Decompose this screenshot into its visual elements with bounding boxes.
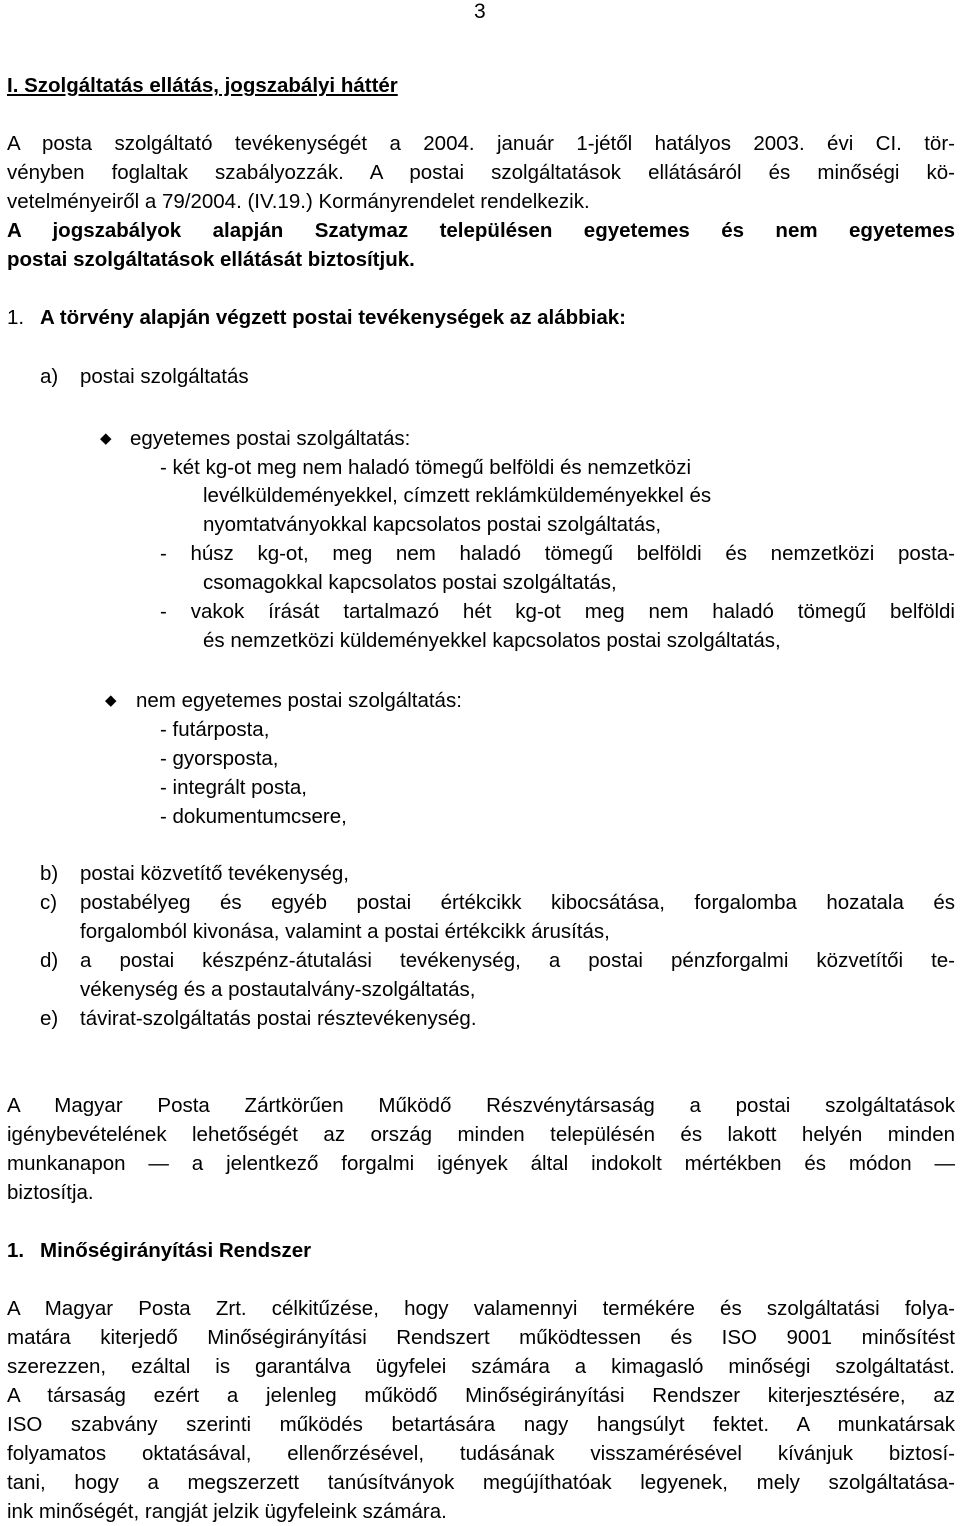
universal-line-6: - vakok írását tartalmazó hét kg-ot meg nem haladó tömegű belföldi <box>160 600 955 623</box>
intro-line-3: vetelményeiről a 79/2004. (IV.19.) Kormányrendelet rendelkezik. <box>7 190 590 213</box>
posta-line-4: biztosítja. <box>7 1181 94 1204</box>
section-heading: I. Szolgáltatás ellátás, jogszabályi háttér <box>7 74 398 97</box>
page-number: 3 <box>474 0 486 23</box>
non-universal-item-2: - gyorsposta, <box>160 747 279 770</box>
posta-line-3: munkanapon — a jelentkező forgalmi igények által indokolt mértékben és módon — <box>7 1152 955 1175</box>
section-title: A törvény alapján végzett postai tevékenységek az alábbiak: <box>40 306 627 329</box>
universal-line-1: - két kg-ot meg nem haladó tömegű belföldi és nemzetközi <box>160 456 691 479</box>
item-text-c-1: postabélyeg és egyéb postai értékcikk kibocsátása, forgalomba hozatala és <box>80 891 955 914</box>
item-text-e-1: távirat-szolgáltatás postai résztevékenység. <box>80 1007 477 1030</box>
universal-line-3: nyomtatványokkal kapcsolatos postai szolgáltatás, <box>203 513 662 536</box>
item-text-d-1: a postai készpénz-átutalási tevékenység, a postai pénzforgalmi közvetítői te- <box>80 949 955 972</box>
quality-line-1: A Magyar Posta Zrt. célkitűzése, hogy valamennyi termékére és szolgáltatási folya- <box>7 1297 955 1320</box>
item-text-c-2: forgalomból kivonása, valamint a postai értékcikk árusítás, <box>80 920 610 943</box>
item-letter-b: b) <box>40 862 59 885</box>
posta-line-1: A Magyar Posta Zártkörűen Működő Részvénytársaság a postai szolgáltatások <box>7 1094 955 1117</box>
quality-line-3: szerezzen, ezáltal is garantálva ügyfelei számára a kimagasló minőségi szolgáltatást. <box>7 1355 955 1378</box>
section-number: 1. <box>7 306 25 329</box>
quality-line-4: A társaság ezért a jelenleg működő Minőségirányítási Rendszer kiterjesztésére, az <box>7 1384 955 1407</box>
item-letter-d: d) <box>40 949 59 972</box>
quality-line-5: ISO szabvány szerinti működés betartására nagy hangsúlyt fektet. A munkatársak <box>7 1413 955 1436</box>
universal-line-2: levélküldeményekkel, címzett reklámküldeményekkel és <box>203 484 712 507</box>
item-letter-a: a) <box>40 365 59 388</box>
diamond-bullet-icon: ◆ <box>105 692 117 709</box>
universal-line-4: - húsz kg-ot, meg nem haladó tömegű belföldi és nemzetközi posta- <box>160 542 955 565</box>
universal-line-7: és nemzetközi küldeményekkel kapcsolatos postai szolgáltatás, <box>203 629 781 652</box>
posta-line-2: igénybevételének lehetőségét az ország minden településén és lakott helyén minden <box>7 1123 955 1146</box>
item-text-a: postai szolgáltatás <box>80 365 249 388</box>
diamond-bullet-icon: ◆ <box>100 430 112 447</box>
universal-line-5: csomagokkal kapcsolatos postai szolgáltatás, <box>203 571 617 594</box>
bold-line-2: postai szolgáltatások ellátását biztosítjuk. <box>7 248 415 271</box>
non-universal-item-1: - futárposta, <box>160 718 270 741</box>
quality-line-7: tani, hogy a megszerzett tanúsítványok megújíthatóak legyenek, mely szolgáltatása- <box>7 1471 955 1494</box>
non-universal-title: nem egyetemes postai szolgáltatás: <box>136 689 462 712</box>
item-letter-e: e) <box>40 1007 59 1030</box>
intro-line-2: vényben foglaltak szabályozzák. A postai szolgáltatások ellátásáról és minőségi kö- <box>7 161 955 184</box>
quality-line-8: ink minőségét, rangját jelzik ügyfeleink számára. <box>7 1500 447 1523</box>
section2-title: Minőségirányítási Rendszer <box>40 1239 312 1262</box>
non-universal-item-4: - dokumentumcsere, <box>160 805 347 828</box>
bold-line-1: A jogszabályok alapján Szatymaz településen egyetemes és nem egyetemes <box>7 219 955 242</box>
item-letter-c: c) <box>40 891 58 914</box>
quality-line-2: matára kiterjedő Minőségirányítási Rendszert működtessen és ISO 9001 minősítést <box>7 1326 955 1349</box>
item-text-b-1: postai közvetítő tevékenység, <box>80 862 349 885</box>
intro-line-1: A posta szolgáltató tevékenységét a 2004. január 1-jétől hatályos 2003. évi CI. tör- <box>7 132 955 155</box>
quality-line-6: folyamatos oktatásával, ellenőrzésével, tudásának visszamérésével kívánjuk biztosí- <box>7 1442 955 1465</box>
universal-title: egyetemes postai szolgáltatás: <box>130 427 411 450</box>
item-text-d-2: vékenység és a postautalvány-szolgáltatás, <box>80 978 476 1001</box>
non-universal-item-3: - integrált posta, <box>160 776 307 799</box>
section2-number: 1. <box>7 1239 25 1262</box>
